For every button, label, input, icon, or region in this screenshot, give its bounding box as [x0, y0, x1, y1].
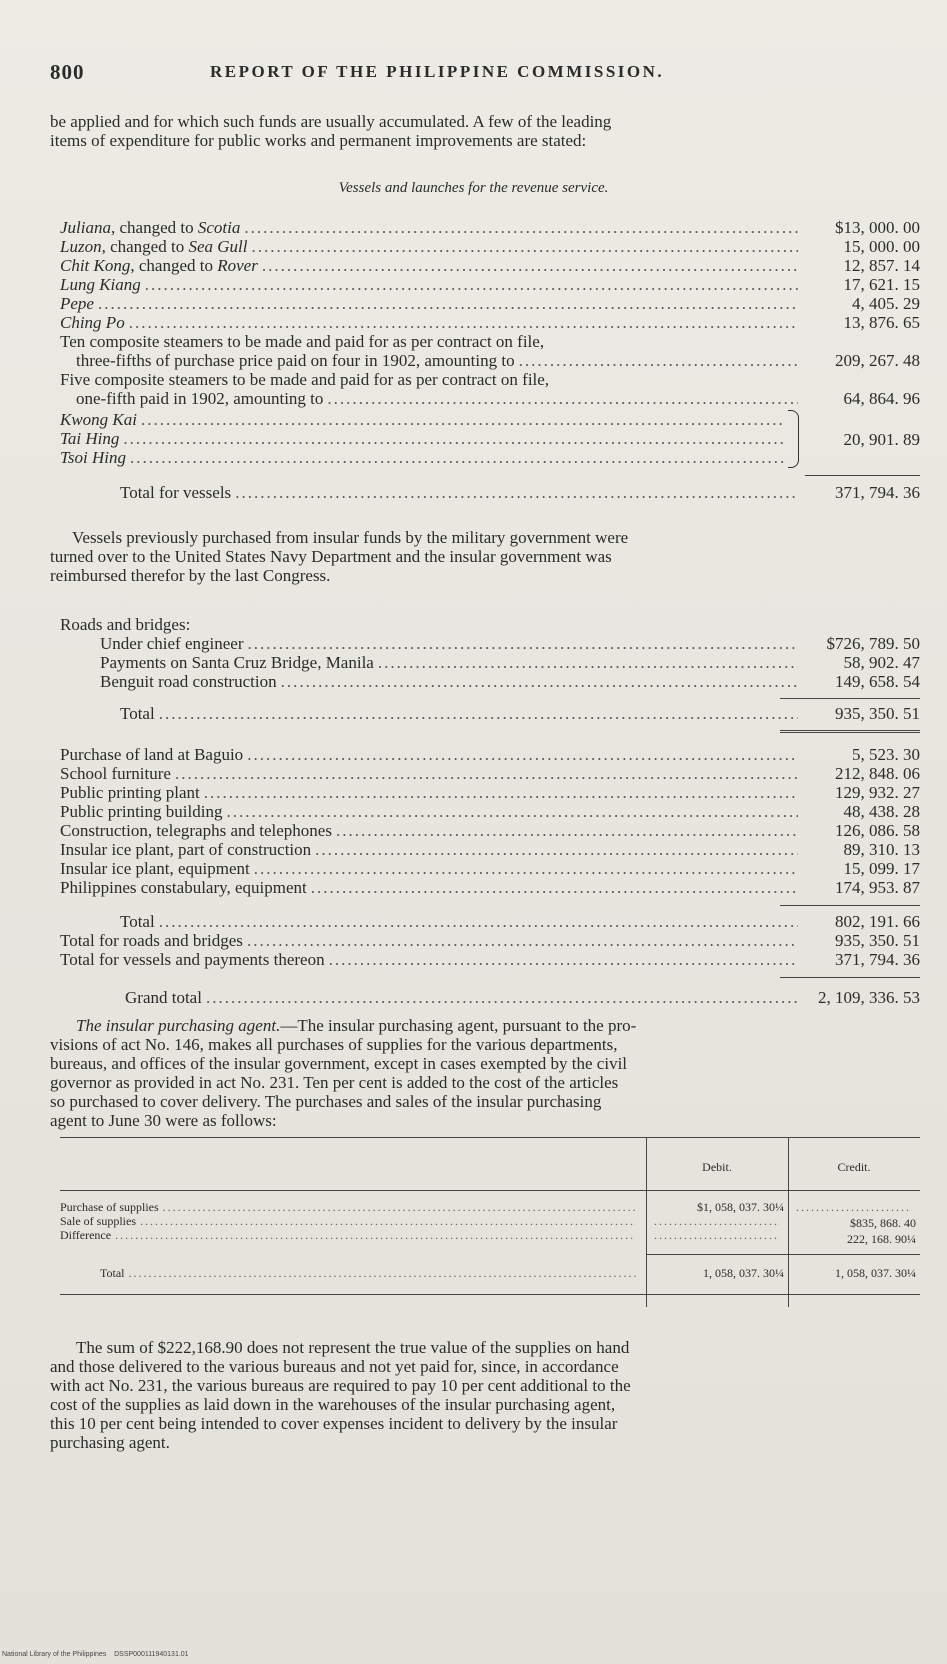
roads-double-rule — [780, 730, 920, 733]
roads-total-amount: 935, 350. 51 — [835, 704, 920, 723]
table-row-label: Sale of supplies — [60, 1214, 136, 1228]
misc-item-amount: 5, 523. 30 — [852, 745, 920, 764]
agent-paragraph — [50, 1016, 920, 1130]
table-total-row — [100, 1266, 640, 1280]
running-head: REPORT OF THE PHILIPPINE COMMISSION. — [210, 62, 665, 81]
misc-item-label: School furniture — [60, 764, 171, 783]
vessel-changed-to: , changed to — [111, 218, 198, 237]
roads-summary-amount: 935, 350. 51 — [835, 931, 920, 950]
roads-item-amount: 58, 902. 47 — [843, 653, 920, 672]
composite-ten-line1 — [60, 332, 800, 351]
misc-item-label: Insular ice plant, part of construction — [60, 840, 312, 859]
group-vessel-row — [60, 448, 790, 467]
misc-total-row — [120, 912, 920, 931]
roads-item-amount: 149, 658. 54 — [835, 672, 920, 691]
roads-item-label: Benguit road construction — [100, 672, 277, 691]
misc-item-row — [60, 745, 920, 764]
vessel-name: Juliana — [60, 218, 111, 237]
roads-item-row — [100, 653, 920, 672]
vessel-amount: $13, 000. 00 — [835, 218, 920, 237]
group-vessel-name: Kwong Kai — [60, 410, 137, 429]
scan-footer — [2, 1651, 189, 1658]
group-vessel-name: Tai Hing — [60, 429, 120, 448]
misc-item-label: Public printing plant — [60, 783, 200, 802]
vessel-changed-to: , changed to — [130, 256, 218, 275]
roads-heading — [60, 615, 660, 634]
table-top-rule — [60, 1137, 920, 1138]
roads-item-label: Payments on Santa Cruz Bridge, Manila — [100, 653, 374, 672]
final-para-line: and those delivered to the various bureaus and not yet paid for, since, in accordance — [50, 1357, 619, 1376]
page-header — [50, 60, 920, 90]
table-header-rule — [60, 1190, 920, 1191]
composite-ten-text: three-fifths of purchase price paid on four in 1902, amounting to — [76, 351, 515, 370]
agent-para-line: so purchased to cover delivery. The purchases and sales of the insular purchasing — [50, 1092, 602, 1111]
vessels-para-line: turned over to the United States Navy Department and the insular government was — [50, 547, 612, 566]
vessel-name: Pepe — [60, 294, 94, 313]
table-cell-dots — [792, 1200, 916, 1214]
intro-line: items of expenditure for public works and permanent improvements are stated: — [50, 131, 587, 150]
agent-para-line: visions of act No. 146, makes all purchases of supplies for the various departments, — [50, 1035, 618, 1054]
table-row-label: Difference — [60, 1228, 112, 1242]
composite-five-text: Five composite steamers to be made and paid for as per contract on file, — [60, 370, 550, 389]
table-row — [60, 1228, 640, 1242]
agent-para-line: —The insular purchasing agent, pursuant to the pro- — [280, 1016, 637, 1035]
page-number: 800 — [50, 60, 85, 84]
agent-para-line: bureaus, and offices of the insular government, except in cases exempted by the civil — [50, 1054, 628, 1073]
table-row — [60, 1214, 640, 1228]
table-cell-credit: 222, 168. 90¼ — [847, 1232, 916, 1246]
composite-ten-text: Ten composite steamers to be made and paid for as per contract on file, — [60, 332, 545, 351]
misc-item-label: Public printing building — [60, 802, 223, 821]
table-total-debit: 1, 058, 037. 30¼ — [703, 1266, 784, 1280]
intro-line: be applied and for which such funds are usually accumulated. A few of the leading — [50, 112, 612, 131]
vessel-amount: 13, 876. 65 — [843, 313, 920, 332]
vessel-amount: 17, 621. 15 — [843, 275, 920, 294]
roads-summary-row — [60, 931, 920, 950]
agent-para-line: governor as provided in act No. 231. Ten per cent is added to the cost of the articles — [50, 1073, 619, 1092]
vessel-name: Chit Kong — [60, 256, 131, 275]
table-cell-debit: $1, 058, 037. 30¼ — [697, 1200, 784, 1214]
misc-item-row — [60, 840, 920, 859]
vessel-amount: 15, 000. 00 — [843, 237, 920, 256]
group-vessel-row — [60, 410, 790, 429]
misc-total-amount: 802, 191. 66 — [835, 912, 920, 931]
roads-item-amount: $726, 789. 50 — [826, 634, 920, 653]
vessels-summary-label: Total for vessels and payments thereon — [60, 950, 325, 969]
roads-item-row — [100, 672, 920, 691]
table-header-debit: Debit. — [702, 1160, 732, 1174]
vessel-changed-to: , changed to — [101, 237, 189, 256]
group-vessel-row — [60, 429, 790, 448]
misc-item-amount: 48, 438. 28 — [843, 802, 920, 821]
misc-item-label: Purchase of land at Baguio — [60, 745, 244, 764]
final-para-line: cost of the supplies as laid down in the warehouses of the insular purchasing agent, — [50, 1395, 616, 1414]
vessel-row — [60, 256, 920, 275]
roads-total-label: Total — [120, 704, 155, 723]
composite-five-line1 — [60, 370, 800, 389]
roads-item-label: Under chief engineer — [100, 634, 244, 653]
vessel-amount: 4, 405. 29 — [852, 294, 920, 313]
misc-item-row — [60, 802, 920, 821]
roads-total-row — [120, 704, 920, 723]
misc-total-rule — [780, 905, 920, 906]
table-cell-credit: $835, 868. 40 — [850, 1216, 916, 1230]
roads-summary-label: Total for roads and bridges — [60, 931, 243, 950]
final-para-line: The sum of $222,168.90 does not represent the true value of the supplies on hand — [76, 1338, 630, 1357]
composite-ten-line2 — [76, 351, 920, 370]
roads-total-rule — [780, 698, 920, 699]
table-header-credit: Credit. — [837, 1160, 871, 1174]
vessels-para-line: Vessels previously purchased from insular funds by the military government were — [72, 528, 629, 547]
table-total-label: Total — [100, 1266, 125, 1280]
footer-code: DSSP000111940131.01 — [114, 1651, 189, 1658]
roads-item-row — [100, 634, 920, 653]
misc-item-row — [60, 859, 920, 878]
table-total-credit: 1, 058, 037. 30¼ — [835, 1266, 916, 1280]
vessel-name: Ching Po — [60, 313, 125, 332]
misc-item-row — [60, 878, 920, 897]
grand-total-row — [125, 988, 920, 1007]
vessels-summary-row — [60, 950, 920, 969]
vessel-row — [60, 237, 920, 256]
vessel-new-name: Sea Gull — [188, 237, 248, 256]
table-cell-dots — [650, 1214, 784, 1228]
vessels-heading: Vessels and launches for the revenue service. — [338, 180, 609, 196]
composite-ten-amount: 209, 267. 48 — [835, 351, 920, 370]
table-bottom-rule — [60, 1294, 920, 1295]
vessels-total-label: Total for vessels — [120, 483, 232, 502]
agent-para-first-line — [50, 1016, 920, 1035]
group-brace — [788, 410, 799, 468]
grand-total-amount: 2, 109, 336. 53 — [818, 988, 920, 1007]
vessel-row — [60, 275, 920, 294]
final-para-line: this 10 per cent being intended to cover expenses incident to delivery by the insular — [50, 1414, 618, 1433]
vessel-name: Lung Kiang — [60, 275, 141, 294]
table-total-rule — [646, 1254, 920, 1255]
misc-item-amount: 15, 099. 17 — [843, 859, 920, 878]
group-amount: 20, 901. 89 — [843, 430, 920, 449]
vessels-total-amount: 371, 794. 36 — [835, 483, 920, 502]
misc-item-row — [60, 783, 920, 802]
vessels-total-rule — [805, 475, 920, 476]
table-row — [60, 1200, 640, 1214]
vessel-amount: 12, 857. 14 — [843, 256, 920, 275]
vessel-new-name: Rover — [217, 256, 258, 275]
vessels-total-row — [120, 483, 920, 502]
final-paragraph — [50, 1338, 920, 1452]
composite-five-amount: 64, 864. 96 — [843, 389, 920, 408]
grand-total-label: Grand total — [125, 988, 202, 1007]
misc-item-amount: 89, 310. 13 — [843, 840, 920, 859]
table-cell-dots — [650, 1228, 784, 1242]
misc-total-label: Total — [120, 912, 155, 931]
final-para-line: purchasing agent. — [50, 1433, 170, 1452]
misc-item-row — [60, 821, 920, 840]
intro-paragraph — [50, 112, 920, 150]
vessel-row — [60, 218, 920, 237]
group-vessel-name: Tsoi Hing — [60, 448, 126, 467]
vessel-row — [60, 294, 920, 313]
misc-item-label: Construction, telegraphs and telephones — [60, 821, 332, 840]
agent-para-title: The insular purchasing agent. — [76, 1016, 281, 1035]
final-para-line: with act No. 231, the various bureaus are required to pay 10 per cent additional to the — [50, 1376, 631, 1395]
misc-item-amount: 212, 848. 06 — [835, 764, 920, 783]
misc-item-amount: 174, 953. 87 — [835, 878, 920, 897]
composite-five-text: one-fifth paid in 1902, amounting to — [76, 389, 324, 408]
vessel-name: Luzon — [60, 237, 102, 256]
agent-para-line: agent to June 30 were as follows: — [50, 1111, 277, 1130]
misc-item-label: Insular ice plant, equipment — [60, 859, 250, 878]
vessel-new-name: Scotia — [197, 218, 241, 237]
footer-library: National Library of the Philippines — [2, 1651, 107, 1658]
table-row-label: Purchase of supplies — [60, 1200, 159, 1214]
grand-total-rule — [780, 977, 920, 978]
misc-item-label: Philippines constabulary, equipment — [60, 878, 307, 897]
vessels-paragraph — [50, 528, 920, 585]
vessel-row — [60, 313, 920, 332]
misc-item-amount: 129, 932. 27 — [835, 783, 920, 802]
misc-item-row — [60, 764, 920, 783]
misc-item-amount: 126, 086. 58 — [835, 821, 920, 840]
vessels-para-line: reimbursed therefor by the last Congress. — [50, 566, 331, 585]
composite-five-line2 — [76, 389, 920, 408]
roads-heading-text: Roads and bridges: — [60, 615, 191, 634]
vessels-summary-amount: 371, 794. 36 — [835, 950, 920, 969]
